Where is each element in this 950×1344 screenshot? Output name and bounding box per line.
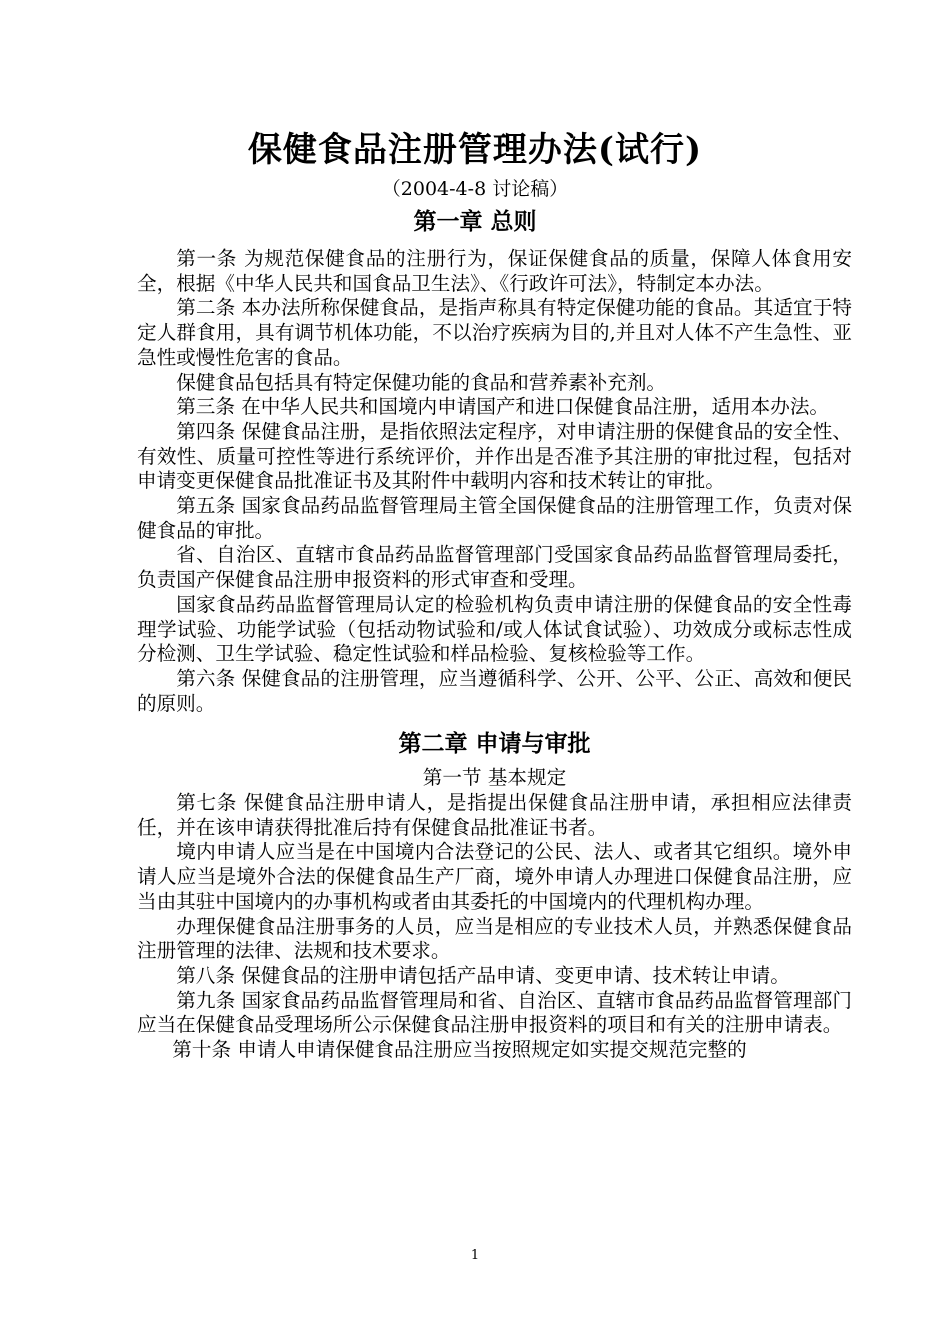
article-7-para-3: 办理保健食品注册事务的人员，应当是相应的专业技术人员，并熟悉保健食品注册管理的法律、法规和技术要求。 <box>137 914 852 963</box>
article-9: 第九条 国家食品药品监督管理局和省、自治区、直辖市食品药品监督管理部门应当在保健食品受理场所公示保健食品注册申报资料的项目和有关的注册申请表。 <box>137 988 852 1037</box>
article-2: 第二条 本办法所称保健食品，是指声称具有特定保健功能的食品。其适宜于特定人群食用，具有调节机体功能，不以治疗疾病为目的,并且对人体不产生急性、亚急性或慢性危害的食品。 <box>137 296 852 369</box>
chapter-heading-2: 第二章 申请与审批 <box>398 730 591 758</box>
article-10: 第十条 申请人申请保健食品注册应当按照规定如实提交规范完整的 <box>172 1038 747 1062</box>
article-5-para-3: 国家食品药品监督管理局认定的检验机构负责申请注册的保健食品的安全性毒理学试验、功能学试验（包括动物试验和/或人体试食试验）、功效成分或标志性成分检测、卫生学试验、稳定性试验和样品检验、复核检验等工作。 <box>137 592 852 666</box>
article-3: 第三条 在中华人民共和国境内申请国产和进口保健食品注册，适用本办法。 <box>176 395 830 419</box>
article-7-para-2: 境内申请人应当是在中国境内合法登记的公民、法人、或者其它组织。境外申请人应当是境外合法的保健食品生产厂商，境外申请人办理进口保健食品注册，应当由其驻中国境内的办事机构或者由其委托的中国境内的代理机构办理。 <box>137 840 852 913</box>
document-subtitle: （2004-4-8 讨论稿） <box>381 178 569 200</box>
article-4: 第四条 保健食品注册，是指依照法定程序，对申请注册的保健食品的安全性、有效性、质量可控性等进行系统评价，并作出是否准予其注册的审批过程，包括对申请变更保健食品批准证书及其附件中载明内容和技术转让的审批。 <box>137 419 852 493</box>
page-number: 1 <box>470 1248 480 1263</box>
article-5-para-2: 省、自治区、直辖市食品药品监督管理部门受国家食品药品监督管理局委托，负责国产保健食品注册申报资料的形式审查和受理。 <box>137 543 852 592</box>
chapter-heading-1: 第一章 总则 <box>413 208 537 235</box>
article-1: 第一条 为规范保健食品的注册行为，保证保健食品的质量，保障人体食用安全，根据《中华人民共和国食品卫生法》、《行政许可法》，特制定本办法。 <box>137 247 852 295</box>
article-5: 第五条 国家食品药品监督管理局主管全国保健食品的注册管理工作，负责对保健食品的审批。 <box>137 494 852 542</box>
article-6: 第六条 保健食品的注册管理，应当遵循科学、公开、公平、公正、高效和便民的原则。 <box>137 666 852 715</box>
article-2-para-2: 保健食品包括具有特定保健功能的食品和营养素补充剂。 <box>176 370 667 394</box>
section-heading-1: 第一节 基本规定 <box>422 766 567 790</box>
article-7: 第七条 保健食品注册申请人，是指提出保健食品注册申请，承担相应法律责任，并在该申请获得批准后持有保健食品批准证书者。 <box>137 791 852 839</box>
article-8: 第八条 保健食品的注册申请包括产品申请、变更申请、技术转让申请。 <box>176 963 790 987</box>
document-body <box>137 247 852 1063</box>
document-title: 保健食品注册管理办法(试行) <box>247 130 703 170</box>
